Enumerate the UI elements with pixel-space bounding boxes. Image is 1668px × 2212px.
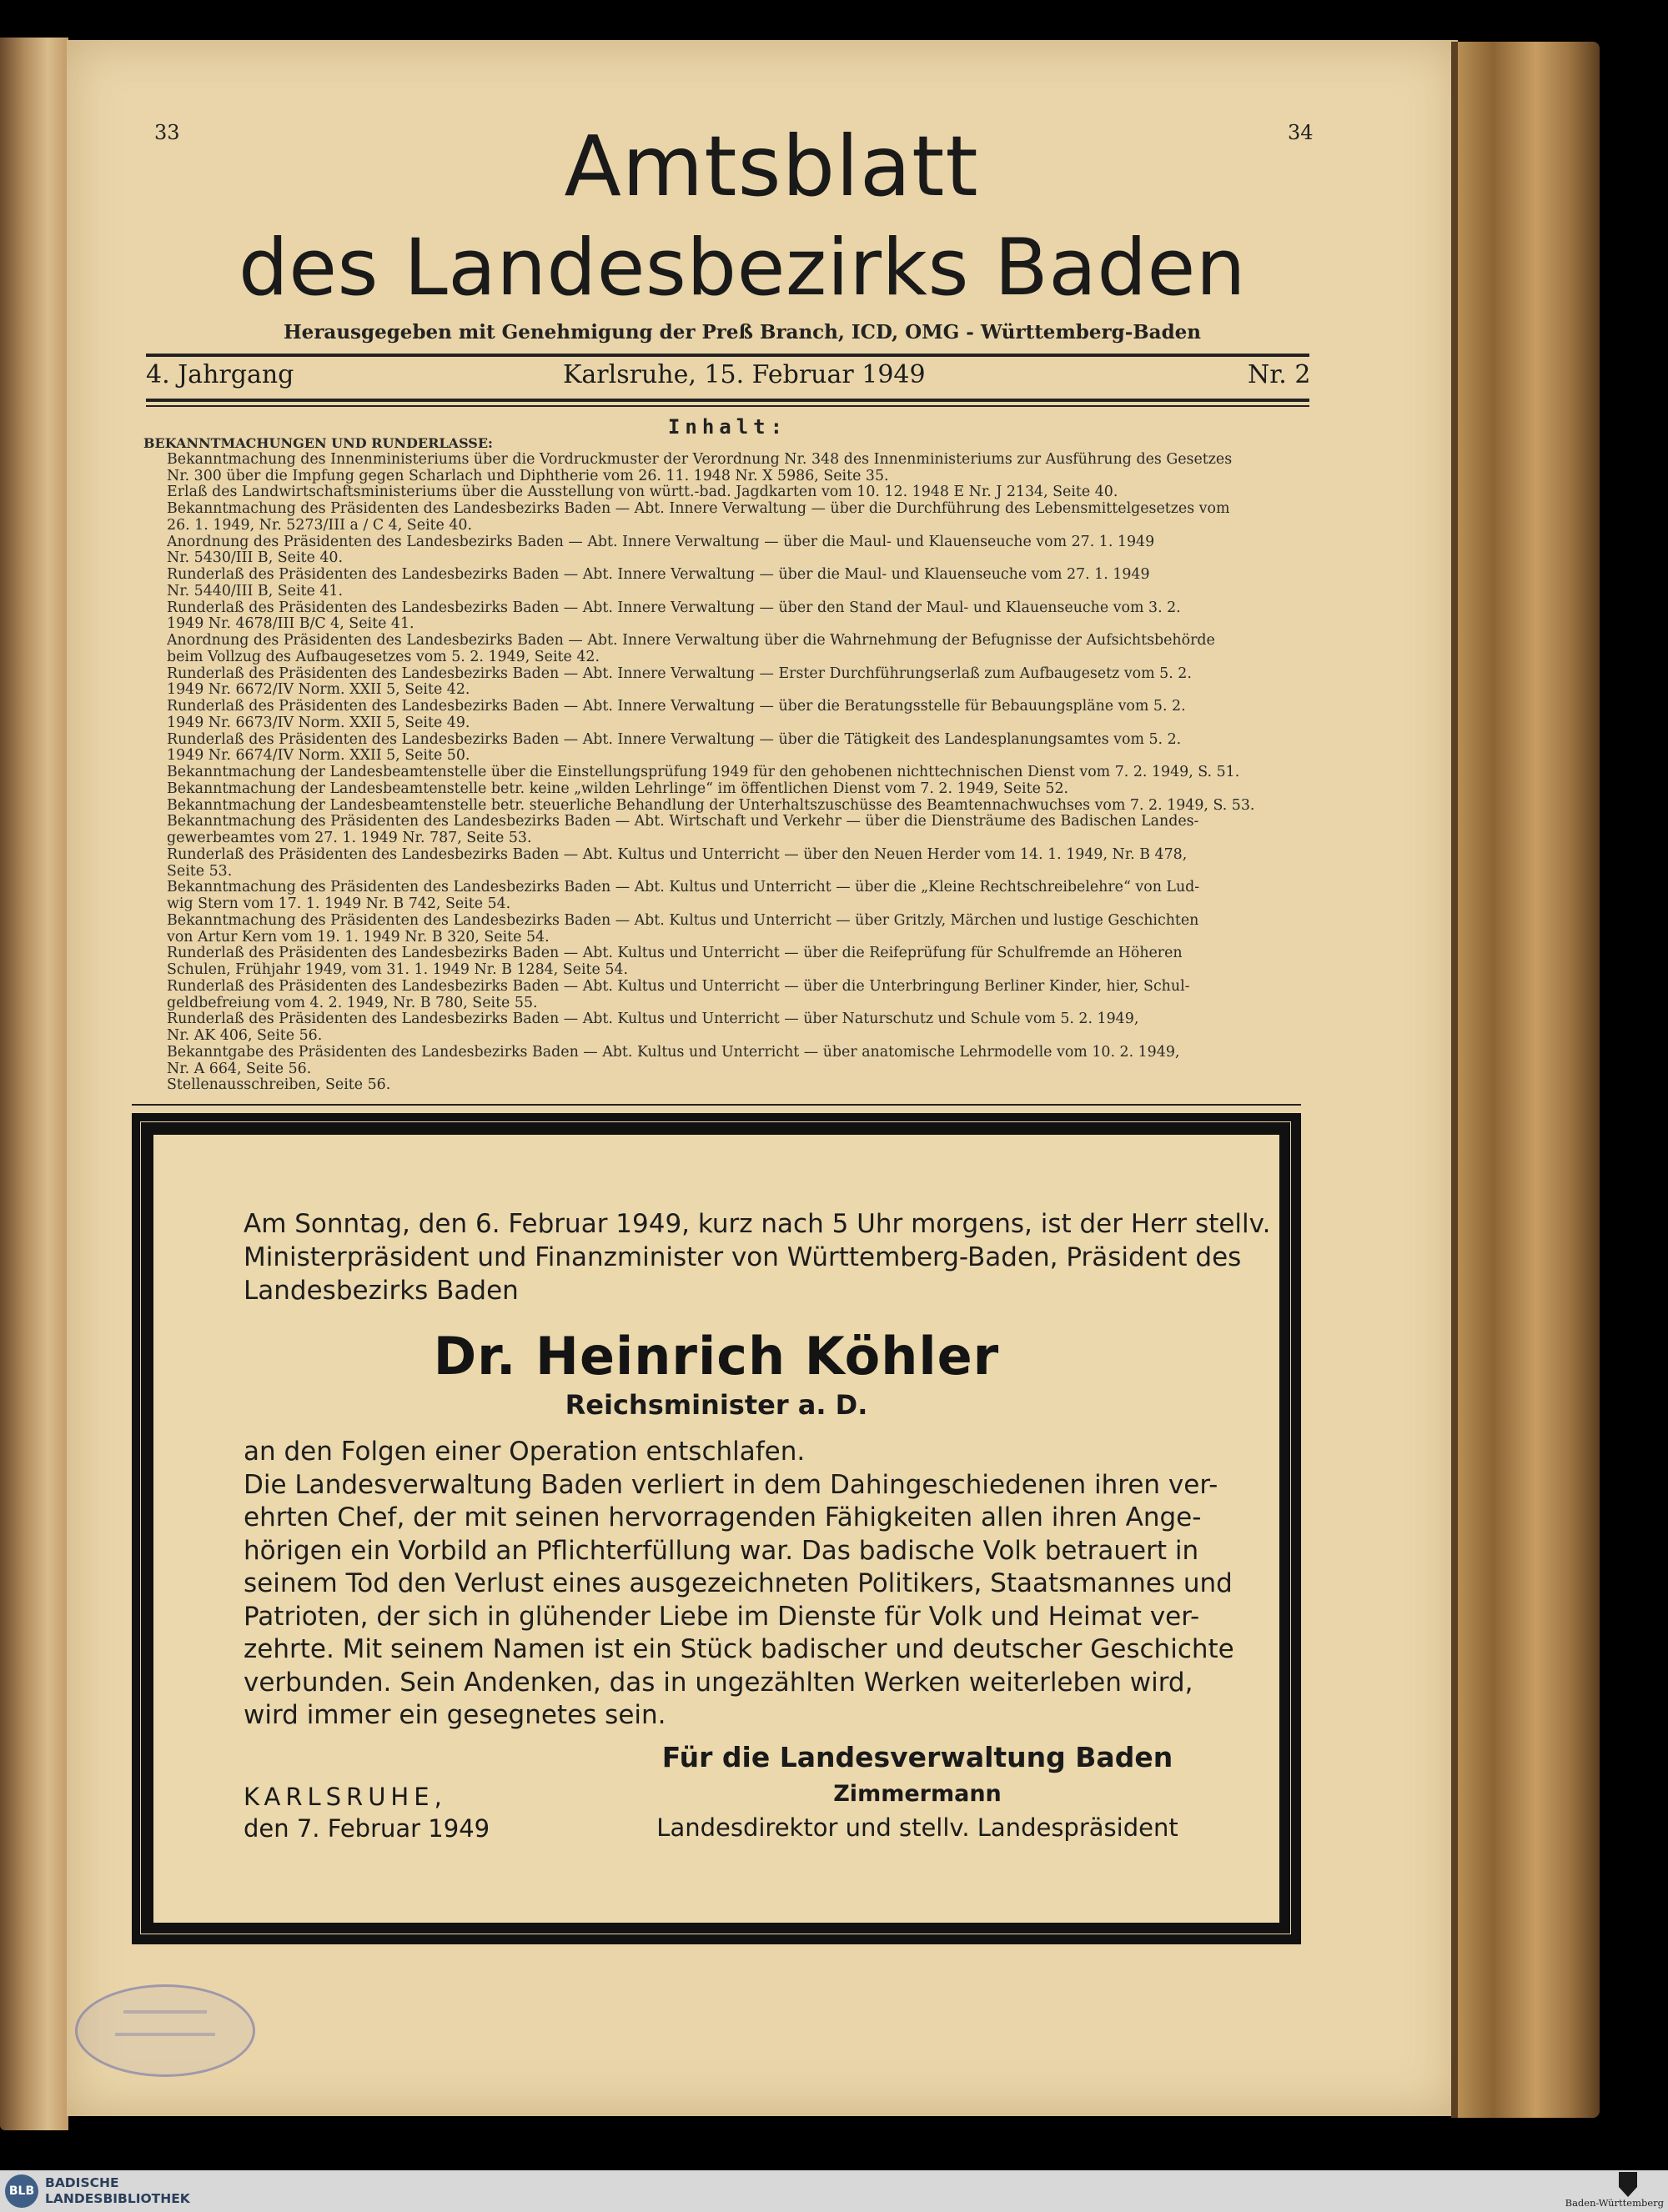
blb-logo-icon[interactable]: BLB: [5, 2174, 38, 2208]
text-line: Anordnung des Präsidenten des Landesbezirks Baden — Abt. Innere Verwaltung über die Wahrnehmung der Befugnisse der Aufsichtsbehörde: [167, 633, 1215, 649]
text-line: an den Folgen einer Operation entschlafen.: [244, 1437, 806, 1467]
text-line: Schulen, Frühjahr 1949, vom 31. 1. 1949 Nr. B 1284, Seite 54.: [167, 962, 628, 978]
state-crest-icon: [1619, 2172, 1637, 2197]
book-edge: [1458, 42, 1600, 2118]
library-name-line2: LANDESBIBLIOTHEK: [45, 2191, 190, 2206]
text-line: Runderlaß des Präsidenten des Landesbezirks Baden — Abt. Kultus und Unterricht — über die Unterbringung Berliner Kinder, hier, Schul-: [167, 978, 1190, 995]
text-line: Nr. AK 406, Seite 56.: [167, 1028, 323, 1044]
text-line: Bekanntmachung des Präsidenten des Landesbezirks Baden — Abt. Wirtschaft und Verkehr — über die Diensträume des Badischen Landes-: [167, 814, 1199, 830]
text-line: 1949 Nr. 6673/IV Norm. XXII 5, Seite 49.: [167, 715, 470, 731]
signing-place: KARLSRUHE,: [244, 1783, 447, 1811]
text-line: Runderlaß des Präsidenten des Landesbezirks Baden — Abt. Kultus und Unterricht — über Naturschutz und Schule vom 5. 2. 1949,: [167, 1011, 1139, 1028]
signature-organization: Für die Landesverwaltung Baden: [661, 1741, 1173, 1773]
text-line: Ministerpräsident und Finanzminister von Württemberg-Baden, Präsident des: [244, 1242, 1242, 1272]
text-line: 1949 Nr. 6674/IV Norm. XXII 5, Seite 50.: [167, 748, 470, 765]
text-line: beim Vollzug des Aufbaugesetzes vom 5. 2. 1949, Seite 42.: [167, 649, 600, 665]
text-line: hörigen ein Vorbild an Pflichterfüllung war. Das badische Volk betrauert in: [244, 1535, 1199, 1566]
header-rule-top: [146, 354, 1309, 357]
text-line: Bekanntmachung der Landesbeamtenstelle betr. steuerliche Behandlung der Unterhaltszuschüsse des Beamtennachwuchses vom 7. 2. 1949, S. 53.: [167, 797, 1255, 814]
contents-entries: [143, 452, 1309, 1094]
text-line: Die Landesverwaltung Baden verliert in dem Dahingeschiedenen ihren ver-: [244, 1469, 1218, 1500]
text-line: 26. 1. 1949, Nr. 5273/III a / C 4, Seite 40.: [167, 517, 473, 534]
library-stamp: [75, 1984, 255, 2077]
text-line: Patrioten, der sich in glühender Liebe im Dienste für Volk und Heimat ver-: [244, 1601, 1200, 1632]
text-line: Runderlaß des Präsidenten des Landesbezirks Baden — Abt. Innere Verwaltung — über die Tätigkeit des Landesplanungsamtes vom 5. 2.: [167, 731, 1182, 748]
text-line: Runderlaß des Präsidenten des Landesbezirks Baden — Abt. Innere Verwaltung — Erster Durchführungserlaß zum Aufbaugesetz vom 5. 2.: [167, 665, 1192, 682]
text-line: Runderlaß des Präsidenten des Landesbezirks Baden — Abt. Innere Verwaltung — über den Stand der Maul- und Klauenseuche vom 3. 2.: [167, 599, 1181, 616]
text-line: Bekanntmachung des Präsidenten des Landesbezirks Baden — Abt. Kultus und Unterricht — über die „Kleine Rechtschreibelehre“ von Lud-: [167, 880, 1200, 896]
header-rule-bottom: [146, 399, 1309, 402]
text-line: ehrten Chef, der mit seinen hervorragenden Fähigkeiten allen ihren Ange-: [244, 1502, 1202, 1532]
issue-place-date: Karlsruhe, 15. Februar 1949: [563, 360, 926, 389]
text-line: gewerbeamtes vom 27. 1. 1949 Nr. 787, Seite 53.: [167, 830, 532, 846]
text-line: Seite 53.: [167, 863, 233, 880]
signing-date: den 7. Februar 1949: [244, 1814, 490, 1843]
text-line: Nr. 300 über die Impfung gegen Scharlach und Diphtherie vom 26. 11. 1948 Nr. X 5986, Seite 35.: [167, 468, 889, 484]
signature-name: Zimmermann: [833, 1781, 1002, 1807]
text-line: Bekanntmachung der Landesbeamtenstelle betr. keine „wilden Lehrlinge“ im öffentlichen Dienst vom 7. 2. 1949, Seite 52.: [167, 780, 1069, 797]
contents-heading: Inhalt:: [667, 415, 788, 439]
library-name-line1: BADISCHE: [45, 2175, 119, 2190]
text-line: Bekanntmachung des Präsidenten des Landesbezirks Baden — Abt. Innere Verwaltung — über die Durchführung des Lebensmittelgesetzes vom: [167, 501, 1230, 517]
text-line: Anordnung des Präsidenten des Landesbezirks Baden — Abt. Innere Verwaltung — über die Maul- und Klauenseuche vom 27. 1. 1949: [167, 534, 1155, 550]
stamp-mark: [115, 2033, 215, 2036]
text-line: Bekanntmachung der Landesbeamtenstelle über die Einstellungsprüfung 1949 für den gehobenen nichttechnischen Dienst vom 7. 2. 1949, S. 51.: [167, 765, 1240, 780]
text-line: verbunden. Sein Andenken, das in ungezählten Werken weiterleben wird,: [244, 1667, 1193, 1698]
stamp-mark: [123, 2010, 207, 2014]
header-rule-thin: [146, 405, 1309, 407]
text-line: wird immer ein gesegnetes sein.: [244, 1700, 666, 1730]
text-line: Erlaß des Landwirtschaftsministeriums über die Ausstellung von württ.-bad. Jagdkarten vom 10. 12. 1948 E Nr. J 2134, Seite 40.: [167, 484, 1118, 501]
text-line: Landesbezirks Baden: [244, 1276, 519, 1306]
text-line: Runderlaß des Präsidenten des Landesbezirks Baden — Abt. Innere Verwaltung — über die Beratungsstelle für Bebauungspläne vom 5. 2.: [167, 699, 1186, 715]
obituary-intro: [244, 1207, 1271, 1307]
library-name[interactable]: [45, 2175, 190, 2207]
text-line: Bekanntmachung des Innenministeriums über die Vordruckmuster der Verordnung Nr. 348 des Innenministeriums zur Ausführung des Gesetzes: [167, 451, 1233, 468]
masthead-title: Amtsblatt: [564, 118, 979, 215]
text-line: geldbefreiung vom 4. 2. 1949, Nr. B 780, Seite 55.: [167, 995, 538, 1011]
previous-page-edge: [0, 38, 68, 2130]
text-line: seinem Tod den Verlust eines ausgezeichneten Politikers, Staatsmannes und: [244, 1568, 1233, 1598]
text-line: 1949 Nr. 4678/III B/C 4, Seite 41.: [167, 616, 414, 633]
contents-section-title: BEKANNTMACHUNGEN UND RUNDERLASSE:: [143, 435, 493, 451]
text-line: Runderlaß des Präsidenten des Landesbezirks Baden — Abt. Kultus und Unterricht — über die Reifeprüfung für Schulfremde an Höheren: [167, 945, 1183, 962]
text-line: Nr. A 664, Seite 56.: [167, 1061, 312, 1077]
volume-label: 4. Jahrgang: [146, 360, 294, 389]
text-line: zehrte. Mit seinem Namen ist ein Stück badischer und deutscher Geschichte: [244, 1634, 1234, 1664]
issue-number: Nr. 2: [1248, 360, 1311, 389]
text-line: Nr. 5440/III B, Seite 41.: [167, 583, 343, 599]
deceased-name: Dr. Heinrich Köhler: [433, 1326, 1000, 1387]
state-label: Baden-Württemberg: [1565, 2197, 1664, 2209]
page-number-left: 33: [154, 121, 180, 144]
text-line: Runderlaß des Präsidenten des Landesbezirks Baden — Abt. Innere Verwaltung — über die Maul- und Klauenseuche vom 27. 1. 1949: [167, 567, 1150, 583]
text-line: Runderlaß des Präsidenten des Landesbezirks Baden — Abt. Kultus und Unterricht — über den Neuen Herder vom 14. 1. 1949, Nr. B 478,: [167, 846, 1188, 863]
text-line: Bekanntgabe des Präsidenten des Landesbezirks Baden — Abt. Kultus und Unterricht — über anatomische Lehrmodelle vom 10. 2. 1949,: [167, 1044, 1180, 1061]
obituary-body: [244, 1436, 1234, 1733]
text-line: von Artur Kern vom 19. 1. 1949 Nr. B 320, Seite 54.: [167, 929, 550, 945]
text-line: Nr. 5430/III B, Seite 40.: [167, 550, 343, 567]
text-line: Am Sonntag, den 6. Februar 1949, kurz nach 5 Uhr morgens, ist der Herr stellv.: [244, 1209, 1271, 1239]
table-of-contents: [143, 435, 1309, 1094]
deceased-title: Reichsminister a. D.: [565, 1389, 868, 1421]
text-line: Stellenausschreiben, Seite 56.: [167, 1077, 391, 1094]
text-line: wig Stern vom 17. 1. 1949 Nr. B 742, Seite 54.: [167, 896, 511, 912]
text-line: 1949 Nr. 6672/IV Norm. XXII 5, Seite 42.: [167, 682, 470, 699]
publisher-note: Herausgegeben mit Genehmigung der Preß Branch, ICD, OMG - Württemberg-Baden: [283, 321, 1202, 344]
contents-end-rule: [132, 1104, 1301, 1106]
page-number-right: 34: [1288, 121, 1314, 144]
viewer-footer: [0, 2170, 1668, 2212]
masthead-subtitle-line: des Landesbezirks Baden: [239, 223, 1246, 313]
signature-title: Landesdirektor und stellv. Landespräsident: [656, 1813, 1178, 1842]
text-line: Bekanntmachung des Präsidenten des Landesbezirks Baden — Abt. Kultus und Unterricht — über Gritzly, Märchen und lustige Geschichten: [167, 912, 1199, 929]
